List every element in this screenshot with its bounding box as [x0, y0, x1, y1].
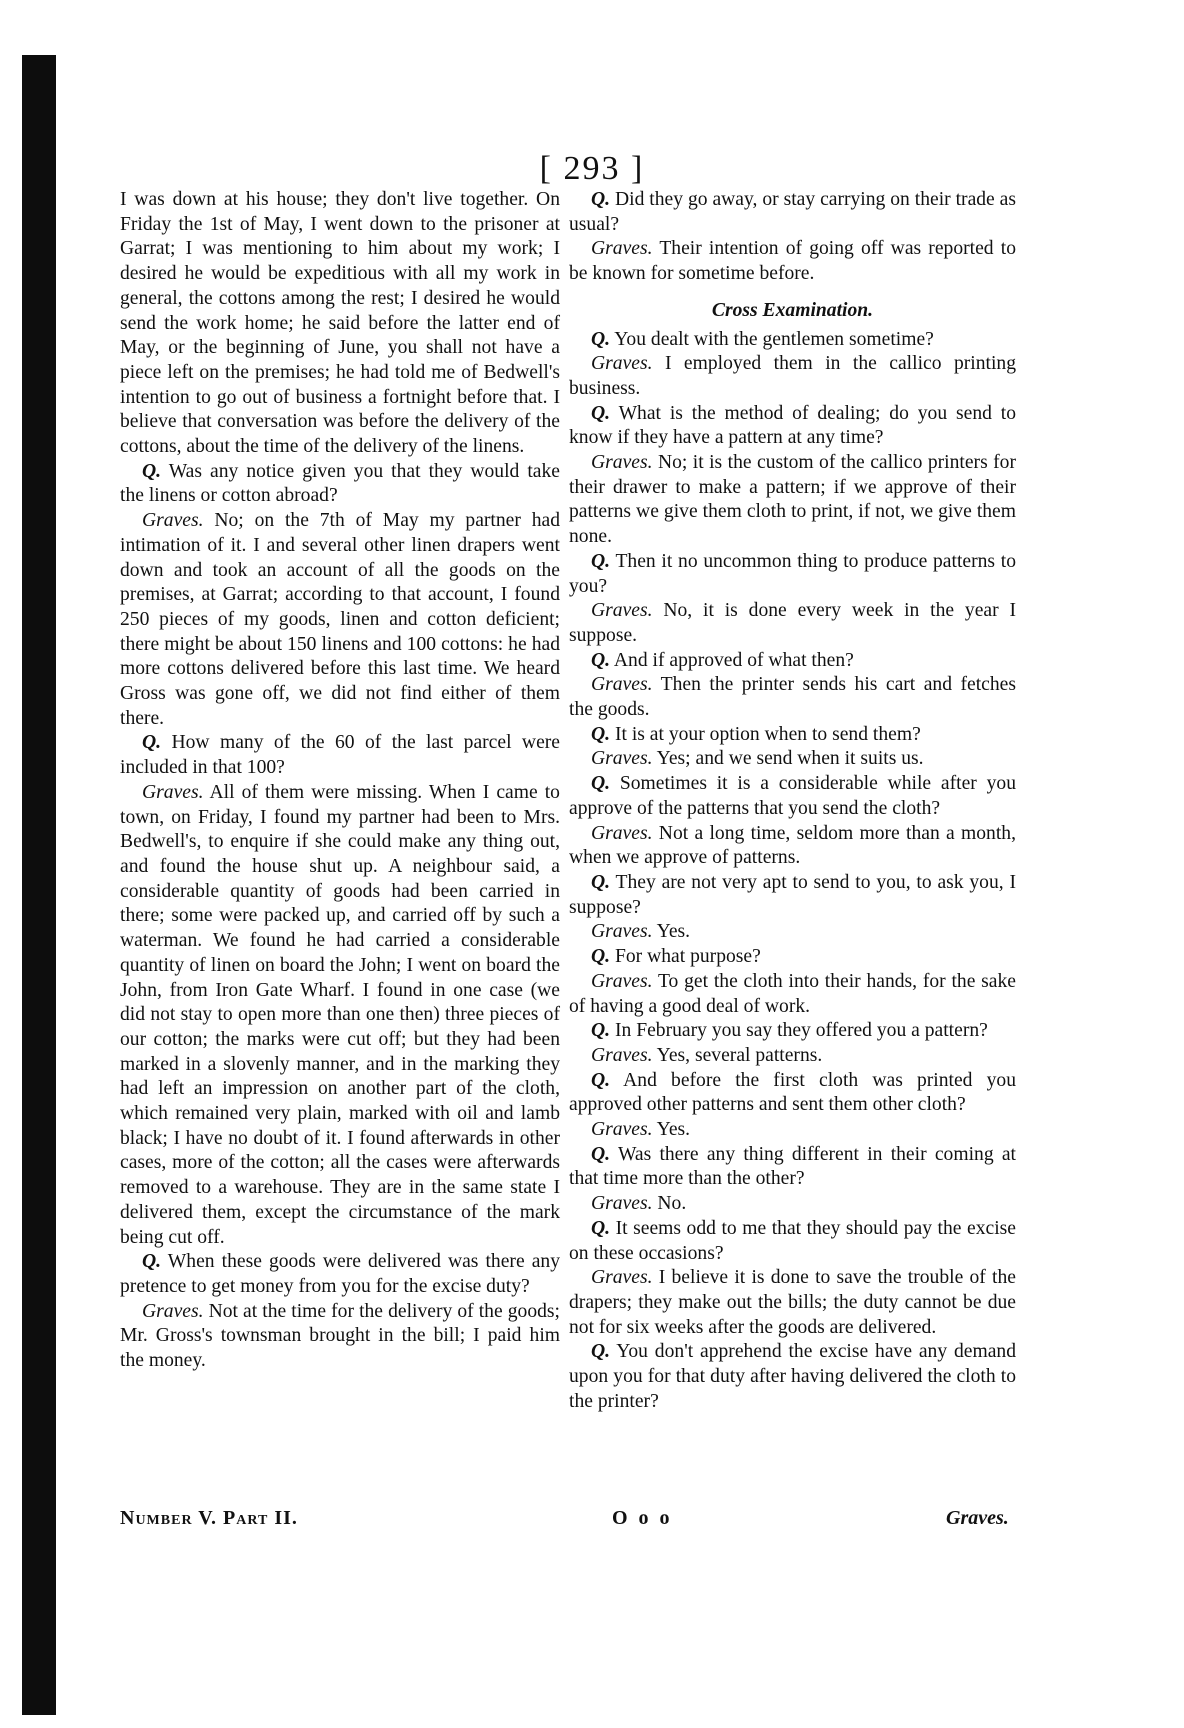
speaker-name: Graves. — [591, 353, 653, 375]
paragraph-text: Their intention of going off was reported to be known for sometime before. — [569, 238, 1016, 285]
testimony-paragraph — [569, 1069, 1016, 1118]
testimony-paragraph — [569, 550, 1016, 599]
testimony-paragraph — [569, 1266, 1016, 1340]
speaker-name: Graves. — [591, 452, 653, 474]
paragraph-text: Yes, several patterns. — [656, 1044, 823, 1066]
paragraph-text: To get the cloth into their hands, for the sake of having a good deal of work. — [569, 970, 1017, 1017]
speaker-name: Graves. — [591, 1119, 653, 1141]
testimony-paragraph — [569, 772, 1016, 821]
testimony-paragraph — [569, 402, 1016, 451]
paragraph-text: For what purpose? — [614, 946, 761, 968]
testimony-paragraph — [569, 1217, 1016, 1266]
paragraph-text: You don't apprehend the excise have any demand upon you for that duty after having delivered the cloth to the printer? — [569, 1341, 1017, 1412]
speaker-name: Graves. — [591, 1267, 653, 1289]
speaker-name: Graves. — [142, 510, 204, 532]
footer-catchword: Graves. — [946, 1507, 1009, 1529]
speaker-name: Graves. — [591, 822, 653, 844]
paragraph-text: Yes. — [656, 1119, 691, 1141]
paragraph-text: Was any notice given you that they would take the linens or cotton abroad? — [120, 460, 560, 507]
paragraph-text: No. — [657, 1193, 687, 1215]
paragraph-text: Then it no uncommon thing to produce patterns to you? — [569, 550, 1017, 597]
question-marker: Q. — [591, 1341, 611, 1363]
paragraph-text: I believe it is done to save the trouble of the drapers; they make out the bills; the duty cannot be due not for six weeks after the goods are delivered. — [569, 1267, 1016, 1338]
speaker-name: Graves. — [142, 781, 204, 803]
left-column — [120, 188, 560, 1374]
speaker-name: Graves. — [591, 1193, 653, 1215]
page-number: [ 293 ] — [539, 150, 645, 187]
paragraph-text: Not at the time for the delivery of the goods; Mr. Gross's townsman brought in the bill; I paid him the money. — [120, 1300, 560, 1372]
paragraph-text: In February you say they offered you a pattern? — [614, 1020, 988, 1042]
paragraph-text: Yes. — [656, 921, 691, 943]
question-marker: Q. — [591, 871, 611, 893]
testimony-paragraph — [569, 451, 1016, 550]
testimony-paragraph — [569, 871, 1016, 920]
paragraph-text: I employed them in the callico printing business. — [569, 353, 1016, 399]
testimony-paragraph — [569, 1340, 1016, 1414]
paragraph-text: They are not very apt to send to you, to ask you, I suppose? — [569, 871, 1016, 918]
paragraph-text: It is at your option when to send them? — [614, 723, 921, 745]
paragraph-text: And before the first cloth was printed you approved other patterns and sent them other cloth? — [569, 1069, 1016, 1116]
testimony-paragraph — [569, 1143, 1016, 1192]
paragraph-text: When these goods were delivered was there any pretence to get money from you for the excise duty? — [120, 1251, 560, 1297]
testimony-paragraph — [569, 188, 1016, 237]
testimony-paragraph — [569, 822, 1016, 871]
testimony-paragraph — [120, 188, 560, 460]
testimony-paragraph — [569, 328, 1016, 353]
paragraph-text: No, it is done every week in the year I suppose. — [569, 600, 1016, 646]
testimony-paragraph — [120, 509, 560, 731]
paragraph-text: Sometimes it is a considerable while after you approve of the patterns that you send the cloth? — [569, 773, 1016, 819]
speaker-name: Graves. — [591, 748, 653, 770]
testimony-paragraph — [569, 352, 1016, 401]
question-marker: Q. — [591, 328, 611, 350]
question-marker: Q. — [142, 732, 162, 754]
testimony-paragraph — [569, 945, 1016, 970]
speaker-name: Graves. — [591, 970, 653, 992]
question-marker: Q. — [591, 946, 611, 968]
speaker-name: Graves. — [591, 1044, 653, 1066]
testimony-paragraph — [120, 1250, 560, 1299]
paragraph-text: No; it is the custom of the callico printers for their drawer to make a pattern; if we approve of their patterns we give them cloth to print, if not, we give them none. — [569, 452, 1016, 548]
paragraph-text: I was down at his house; they don't live together. On Friday the 1st of May, I went down to the prisoner at Garrat; I was mentioning to him about my work; I desired he would be expeditious with all my work in general, the cottons among the rest; I desired he would send the work home; he said before the latter end of May, or the beginning of June, you shall not have a piece left on the premises; he had told me of Bedwell's intention to go out of business a fortnight before that. I believe that conversation was before the delivery of the cottons, about the time of the delivery of the linens. — [120, 189, 560, 458]
question-marker: Q. — [591, 773, 611, 795]
testimony-paragraph — [120, 781, 560, 1250]
paragraph-text: How many of the 60 of the last parcel were included in that 100? — [120, 732, 560, 779]
paragraph-text: It seems odd to me that they should pay the excise on these occasions? — [569, 1217, 1016, 1264]
footer-signature-mark: O o o — [612, 1507, 673, 1529]
paragraph-text: Was there any thing different in their coming at that time more than the other? — [569, 1143, 1016, 1190]
testimony-paragraph — [569, 970, 1016, 1019]
paragraph-text: No; on the 7th of May my partner had intimation of it. I and several other linen drapers went down and took an account of all the goods on the premises, at Garrat; according to that account, I found 250 pieces of my goods, linen and cotton deficient; there might be about 150 linens and 100 cottons: he had more cottons delivered before this last time. We heard Gross was gone off, we did not find either of them there. — [120, 510, 560, 729]
question-marker: Q. — [591, 1217, 611, 1239]
testimony-paragraph — [569, 723, 1016, 748]
paragraph-text: What is the method of dealing; do you send to know if they have a pattern at any time? — [569, 402, 1016, 449]
question-marker: Q. — [591, 550, 611, 572]
testimony-paragraph — [569, 1044, 1016, 1069]
paragraph-text: And if approved of what then? — [613, 649, 854, 671]
testimony-paragraph — [120, 460, 560, 509]
paragraph-text: Then the printer sends his cart and fetches the goods. — [569, 674, 1016, 721]
testimony-paragraph — [569, 673, 1016, 722]
paragraph-text: All of them were missing. When I came to town, on Friday, I found my partner had been to Mrs. Bedwell's, to enquire if she could make any thing out, and found the house shut up. A neighbour said, a considerable quantity of goods had been carried in there; some were packed up, and carried off by such a waterman. We found he had carried a considerable quantity of linen on board the John; I went on board the John, from Iron Gate Wharf. I found in one case (we did not stay to open more than one then) three pieces of our cotton; the marks were cut off; but they had been marked in a slovenly manner, and in the marking they had left an impression on another part of the cloth, which remained very plain, marked with oil and lamb black; I have no doubt of it. I found afterwards in other cases, more of the cotton; all the cases were afterwards removed to a warehouse. They are in the same state I delivered them, except the circumstance of the mark being cut off. — [120, 781, 560, 1248]
paragraph-text: Not a long time, seldom more than a month, when we approve of patterns. — [569, 822, 1016, 869]
testimony-paragraph — [120, 731, 560, 780]
question-marker: Q. — [142, 460, 162, 482]
testimony-paragraph — [569, 649, 1016, 674]
testimony-paragraph — [120, 1300, 560, 1374]
testimony-paragraph — [569, 237, 1016, 286]
testimony-paragraph — [569, 599, 1016, 648]
testimony-paragraph — [569, 920, 1016, 945]
testimony-paragraph — [569, 747, 1016, 772]
testimony-paragraph — [569, 1118, 1016, 1143]
scan-binding-edge — [22, 55, 56, 1715]
speaker-name: Graves. — [591, 600, 653, 622]
speaker-name: Graves. — [591, 674, 653, 696]
question-marker: Q. — [591, 723, 611, 745]
speaker-name: Graves. — [591, 238, 653, 260]
question-marker: Q. — [142, 1251, 162, 1273]
footer-number-label: Number V. Part II. — [120, 1507, 298, 1529]
question-marker: Q. — [591, 189, 611, 210]
question-marker: Q. — [591, 1143, 611, 1165]
question-marker: Q. — [591, 649, 611, 671]
paragraph-text: Yes; and we send when it suits us. — [656, 748, 924, 770]
testimony-paragraph — [569, 1192, 1016, 1217]
section-heading: Cross Examination. — [711, 299, 874, 321]
question-marker: Q. — [591, 1020, 611, 1042]
paragraph-text: Did they go away, or stay carrying on their trade as usual? — [569, 189, 1016, 235]
speaker-name: Graves. — [142, 1300, 204, 1322]
question-marker: Q. — [591, 1069, 611, 1091]
testimony-paragraph — [569, 1019, 1016, 1044]
paragraph-text: You dealt with the gentlemen sometime? — [614, 328, 934, 350]
question-marker: Q. — [591, 402, 611, 424]
right-column — [569, 188, 1016, 1414]
speaker-name: Graves. — [591, 921, 653, 943]
